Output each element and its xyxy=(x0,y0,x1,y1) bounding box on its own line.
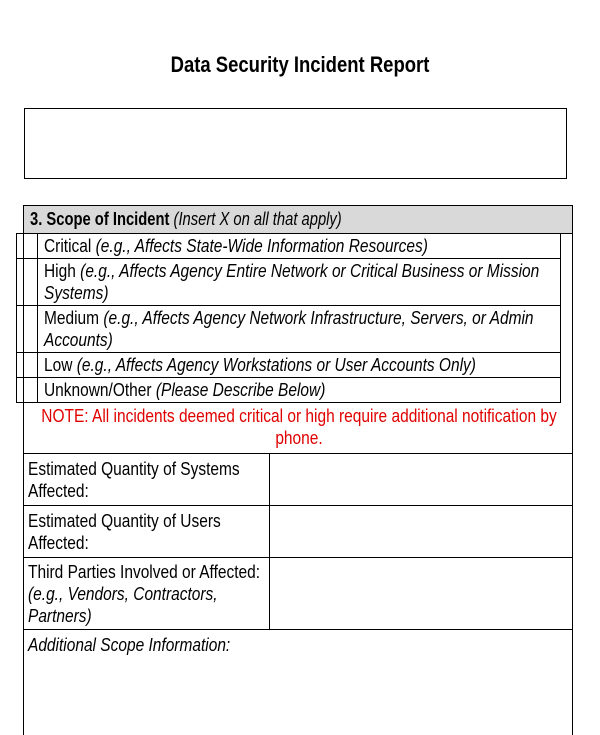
divider xyxy=(23,629,573,630)
systems-affected-field[interactable] xyxy=(271,454,571,504)
third-parties-label xyxy=(28,561,277,627)
option-example: (e.g., Affects State-Wide Information Resources) xyxy=(95,236,428,256)
checkbox-critical[interactable] xyxy=(17,234,38,259)
users-affected-label: Estimated Quantity of Users Affected: xyxy=(28,511,221,553)
checkbox-unknown[interactable] xyxy=(17,378,38,403)
additional-scope-text: Additional Scope Information: xyxy=(28,635,231,655)
additional-scope-field[interactable] xyxy=(25,658,570,733)
systems-affected-label: Estimated Quantity of Systems Affected: xyxy=(28,459,240,501)
option-text xyxy=(44,354,553,376)
option-row-unknown xyxy=(17,378,561,403)
critical-notice-text: NOTE: All incidents deemed critical or high require additional notification by phone. xyxy=(41,406,557,448)
third-parties-field[interactable] xyxy=(271,558,571,628)
option-label: High xyxy=(44,261,76,281)
option-text xyxy=(44,260,553,304)
severity-options xyxy=(16,233,561,403)
section-title: 3. Scope of Incident xyxy=(30,209,170,229)
checkbox-medium[interactable] xyxy=(17,306,38,353)
option-row-medium xyxy=(17,306,561,353)
section-instruction: (Insert X on all that apply) xyxy=(173,209,342,229)
third-parties-example: (e.g., Vendors, Contractors, Partners) xyxy=(28,584,218,626)
scope-fields xyxy=(23,453,573,733)
option-text xyxy=(44,235,553,257)
header-info-box[interactable] xyxy=(24,108,567,179)
section-header xyxy=(24,206,572,234)
option-label: Unknown/Other xyxy=(44,380,152,400)
option-example: (e.g., Affects Agency Workstations or User Accounts Only) xyxy=(76,355,476,375)
critical-notice xyxy=(24,405,574,449)
option-row-high xyxy=(17,259,561,306)
option-example: (Please Describe Below) xyxy=(155,380,326,400)
checkbox-low[interactable] xyxy=(17,353,38,378)
users-affected-field[interactable] xyxy=(271,506,571,556)
option-example: (e.g., Affects Agency Network Infrastructure, Servers, or Admin Accounts) xyxy=(44,308,534,350)
option-label: Medium xyxy=(44,308,100,328)
additional-scope-label xyxy=(28,634,277,656)
third-parties-title: Third Parties Involved or Affected: xyxy=(28,562,261,582)
section-heading xyxy=(30,209,342,230)
option-row-low xyxy=(17,353,561,378)
option-text xyxy=(44,307,553,351)
option-text xyxy=(44,379,553,401)
option-example: (e.g., Affects Agency Entire Network or Critical Business or Mission Systems) xyxy=(44,261,540,303)
option-row-critical xyxy=(17,234,561,259)
checkbox-high[interactable] xyxy=(17,259,38,306)
report-title: Data Security Incident Report xyxy=(170,52,430,77)
option-label: Critical xyxy=(44,236,92,256)
option-label: Low xyxy=(44,355,73,375)
